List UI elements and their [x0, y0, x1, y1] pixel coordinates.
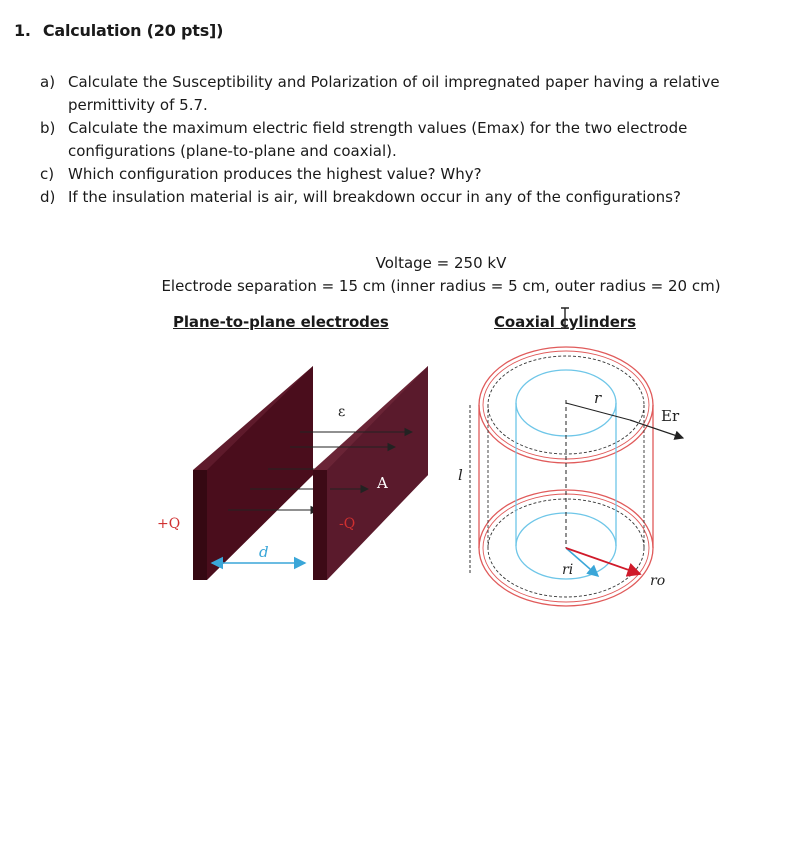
part-text: Calculate the maximum electric field strength values (Emax) for the two electrode configurations (plane-to-plane and coaxial). [68, 119, 688, 160]
minus-charge-label: -Q [339, 516, 356, 532]
plus-charge-label: +Q [157, 516, 181, 532]
part-text: Which configuration produces the highest value? Why? [68, 165, 482, 183]
outer-radius-label: ro [650, 573, 666, 589]
plane-figure-title: Plane-to-plane electrodes [173, 313, 389, 331]
radius-label: r [594, 389, 602, 407]
question-title-text: Calculation (20 pts]) [42, 21, 224, 40]
part-letter: a) [40, 73, 56, 91]
plane-electrodes [157, 366, 428, 580]
part-text: Calculate the Susceptibility and Polarization of oil impregnated paper having a relative permittivity of 5.7. [68, 73, 720, 114]
outer-radius-arrow [566, 548, 640, 574]
negative-plate [313, 366, 428, 580]
inner-radius-label: ri [562, 562, 574, 578]
part-letter: d) [40, 188, 56, 206]
question-number: 1. [14, 21, 31, 40]
field-e-label: Er [661, 407, 680, 425]
coax-figure-title: Coaxial cylinders [494, 313, 636, 331]
positive-plate [193, 366, 313, 580]
part-letter: c) [40, 165, 55, 183]
area-label: A [377, 474, 388, 492]
dashed-rims [488, 356, 644, 597]
part-text: If the insulation material is air, will breakdown occur in any of the configurations? [68, 188, 681, 206]
length-label: l [458, 466, 463, 484]
part-letter: b) [40, 119, 56, 137]
given-separation: Electrode separation = 15 cm (inner radius = 5 cm, outer radius = 20 cm) [161, 277, 721, 295]
distance-label: d [259, 543, 269, 561]
coaxial-cylinders [458, 347, 683, 606]
field-label: ε [338, 404, 346, 420]
given-voltage: Voltage = 250 kV [375, 254, 507, 272]
